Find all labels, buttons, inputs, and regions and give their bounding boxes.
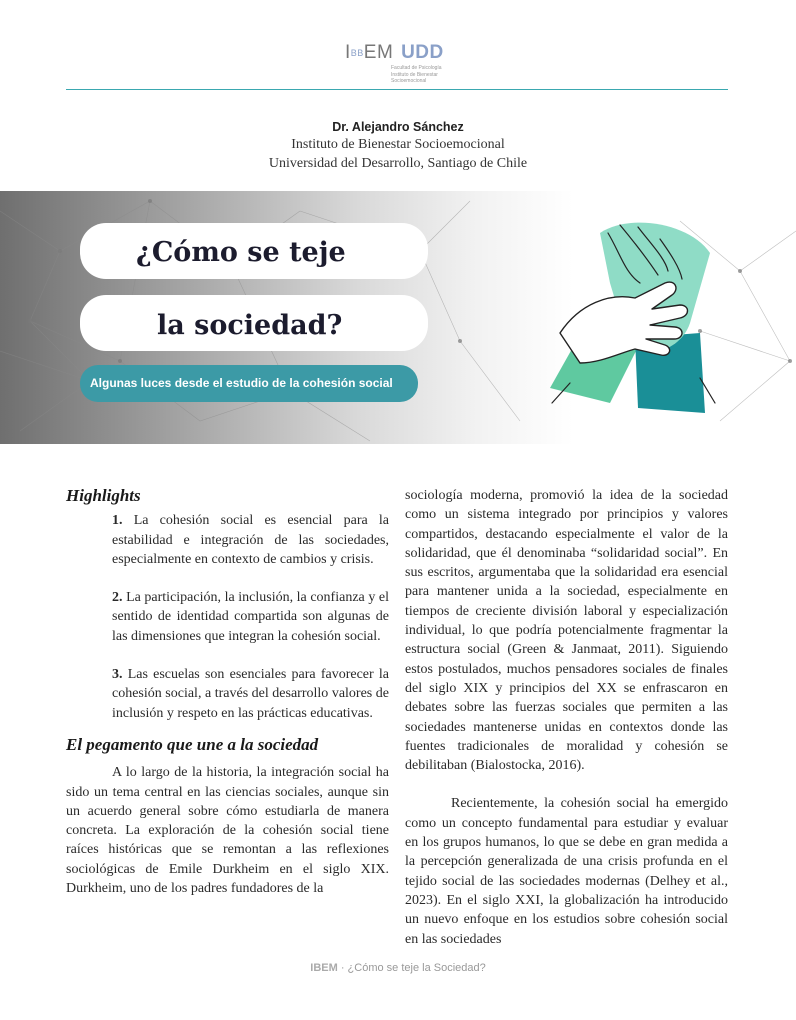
subtitle-pill: Algunas luces desde el estudio de la cohesión social: [80, 365, 418, 402]
logo-text-udd: UDD: [401, 42, 444, 63]
paragraph-1-continued: sociología moderna, promovió la idea de la sociedad como un sistema integrado por principios y valores compartidos, destacando especialmente el valor de la solidaridad, que él denominaba “solidaridad social”. En sus escritos, argumentaba que la solidaridad era esencial para mantener unida a la sociedad, especialmente en tiempos de creciente división laboral y especialización individual, lo que podría potencialmente fragmentar la estructura social (Green & Janmaat, 2011). Siguiendo estos postulados, muchos pensadores sociales de finales del siglo XIX y principios del XX se enfrascaron en debates sobre las fuerzas sociales que permiten a las sociedades mantenerse unidas en contextos donde las fuentes tradicionales de moralidad y cohesión se debilitaban (Bialostocka, 2016).: [405, 488, 728, 774]
title-banner: [0, 191, 796, 444]
logo-subtitle-2: Instituto de Bienestar Socioemocional: [391, 72, 438, 84]
highlight-text-1: La cohesión social es esencial para la estabilidad e integración de las sociedades, especialmente en contexto de cambios y crisis.: [112, 513, 389, 567]
highlight-number-1: 1.: [112, 513, 123, 529]
logo-text-i: I: [345, 42, 351, 63]
footer-title: ¿Cómo se teje la Sociedad?: [347, 962, 486, 974]
highlights-heading: Highlights: [66, 486, 141, 505]
logo-text-em: EM: [363, 42, 394, 63]
header-divider: [66, 89, 728, 90]
highlight-text-2: La participación, la inclusión, la confianza y el sentido de identidad compartida son algunas de las dimensiones que integran la cohesión social.: [112, 590, 389, 644]
section-heading: El pegamento que une a la sociedad: [66, 734, 319, 754]
title-line-2: la sociedad?: [157, 310, 343, 341]
header-logo: [345, 42, 455, 82]
joined-hands-illustration: [540, 213, 720, 413]
page-footer: [0, 962, 796, 974]
logo-subtitle-1: Facultad de Psicología: [391, 65, 442, 71]
paragraph-1: A lo largo de la historia, la integración social ha sido un tema central en las ciencias sociales, aunque sin un acuerdo general sobre cómo estudiarla de manera concreta. La exploración de la cohesión social tiene raíces históricas que se remontan a las reflexiones sociológicas de Emile Durkheim en el siglo XIX. Durkheim, uno de los padres fundadores de la: [66, 765, 389, 897]
logo-text-bb: BB: [350, 48, 364, 58]
author-university: Universidad del Desarrollo, Santiago de Chile: [268, 156, 528, 171]
author-institute: Instituto de Bienestar Socioemocional: [291, 137, 505, 152]
highlight-number-3: 3.: [112, 667, 123, 683]
highlight-text-3: Las escuelas son esenciales para favorecer la cohesión social, a través del desarrollo valores de inclusión y respeto en las prácticas educativas.: [112, 667, 389, 721]
footer-separator: ·: [337, 962, 348, 974]
left-column: [66, 486, 389, 898]
highlight-item-1: [112, 511, 389, 569]
right-column: [405, 486, 728, 949]
author-name: Dr. Alejandro Sánchez: [332, 120, 464, 134]
paragraph-2: Recientemente, la cohesión social ha emergido como un concepto fundamental para estudiar y evaluar en los grupos humanos, lo que se debe en gran medida a la percepción generalizada de una crisis profunda en el tejido social de las sociedades modernas (Delhey et al., 2023). En el siglo XXI, la globalización ha introducido un nuevo enfoque en los estudios sobre cohesión social en las sociedades: [405, 796, 728, 947]
footer-brand: IBEM: [310, 962, 338, 974]
highlight-item-2: [112, 588, 389, 646]
title-line-1: ¿Cómo se teje: [136, 237, 346, 268]
highlight-number-2: 2.: [112, 590, 123, 606]
highlight-item-3: [112, 665, 389, 723]
